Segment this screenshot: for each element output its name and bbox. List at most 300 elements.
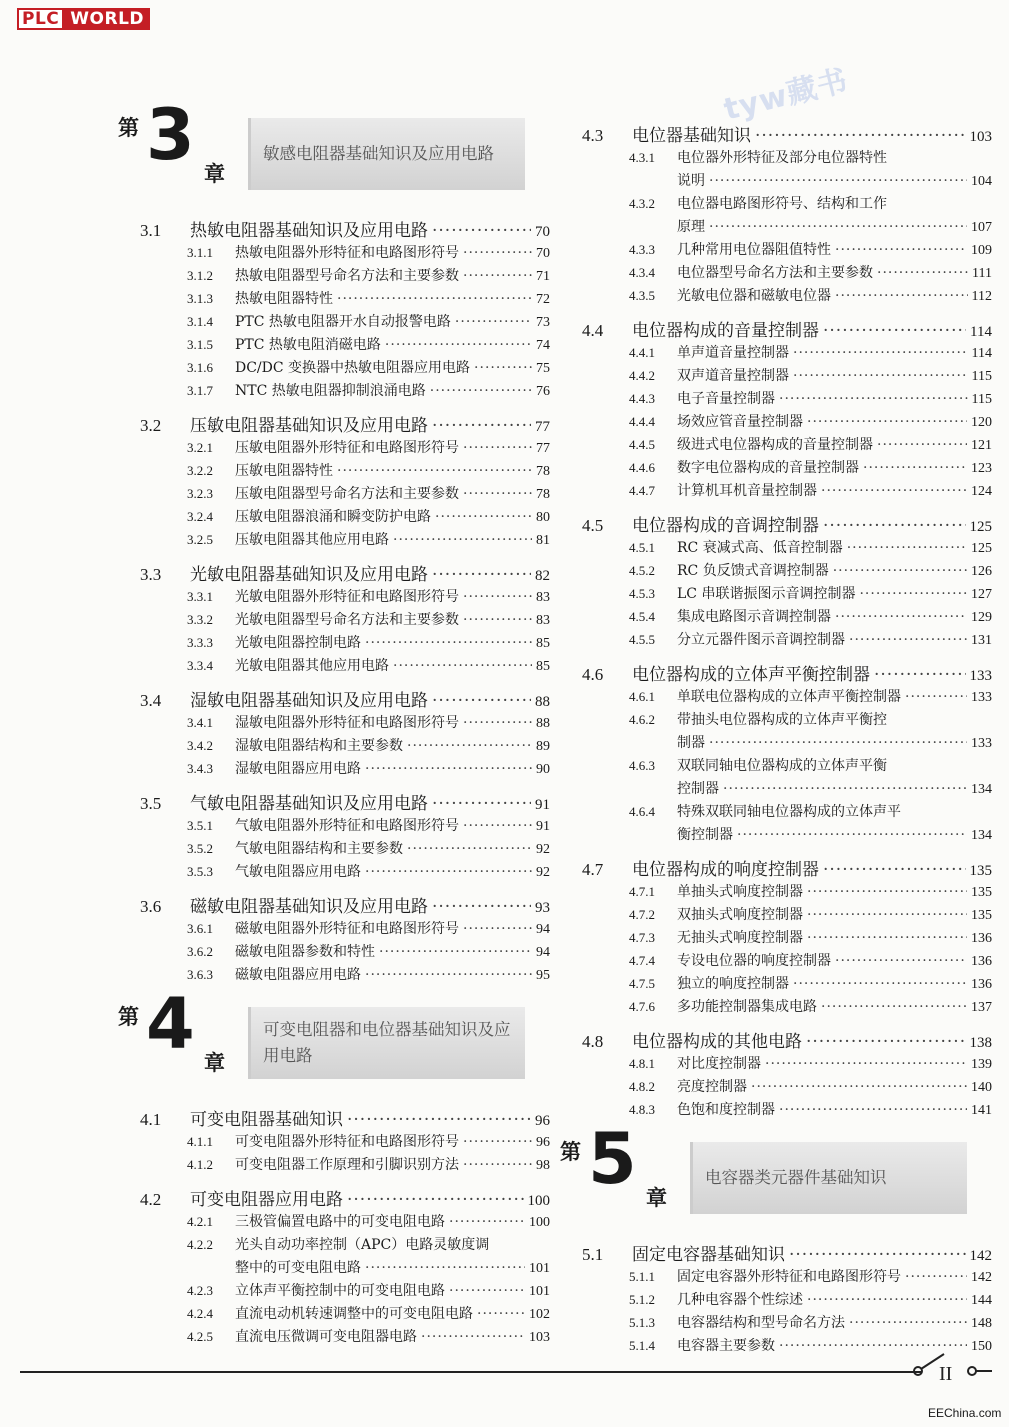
dot-leader (833, 563, 967, 579)
dot-leader (723, 781, 967, 797)
subsection-number: 4.3.5 (629, 288, 655, 303)
subsection-title: 可变电阻器工作原理和引脚识别方法 (235, 1157, 459, 1173)
toc-subsection-continuation[interactable] (582, 824, 992, 847)
dot-leader (432, 416, 531, 436)
toc-subsection-entry[interactable] (140, 265, 550, 288)
subsection-title: RC 衰减式高、低音控制器 (677, 540, 843, 556)
subsection-page: 96 (536, 1135, 550, 1150)
toc-section-entry[interactable] (582, 511, 992, 537)
subsection-number: 4.3.2 (629, 196, 655, 211)
subsection-number: 4.4.4 (629, 414, 655, 429)
dot-leader (849, 632, 967, 648)
subsection-title: 湿敏电阻器结构和主要参数 (235, 738, 403, 754)
toc-subsection-entry[interactable] (140, 838, 550, 861)
subsection-page: 104 (971, 174, 992, 189)
toc-section-entry[interactable] (140, 1185, 550, 1211)
toc-subsection-entry[interactable] (140, 529, 550, 552)
dot-leader (905, 689, 967, 705)
dot-leader (859, 586, 967, 602)
toc-subsection-entry[interactable] (140, 712, 550, 735)
dot-leader (793, 368, 968, 384)
subsection-page: 135 (971, 885, 992, 900)
section-page: 125 (969, 519, 992, 535)
dot-leader (709, 735, 967, 751)
section-title: 光敏电阻器基础知识及应用电路 (190, 565, 428, 585)
toc-subsection-entry[interactable] (582, 147, 992, 170)
section-title: 电位器基础知识 (632, 126, 751, 146)
subsection-page: 136 (971, 977, 992, 992)
logo-world: WORLD (64, 8, 150, 30)
dot-leader (365, 635, 532, 651)
subsection-title: 几种电容器个性综述 (677, 1292, 803, 1308)
toc-subsection-entry[interactable] (582, 1076, 992, 1099)
toc-subsection-entry[interactable] (582, 457, 992, 480)
subsection-page: 103 (529, 1330, 550, 1345)
dot-leader (835, 288, 968, 304)
dot-leader (877, 437, 967, 453)
toc-subsection-entry[interactable] (582, 342, 992, 365)
subsection-number: 4.7.1 (629, 884, 655, 899)
dot-leader (806, 1032, 966, 1052)
section-title: 电位器构成的音调控制器 (632, 516, 819, 536)
subsection-title: 特殊双联同轴电位器构成的立体声平 (677, 804, 901, 820)
subsection-title: 热敏电阻器型号命名方法和主要参数 (235, 268, 459, 284)
subsection-number: 4.6.1 (629, 689, 655, 704)
subsection-number: 3.2.5 (187, 532, 213, 547)
subsection-title: 级进式电位器构成的音量控制器 (677, 437, 873, 453)
subsection-page: 85 (536, 636, 550, 651)
section-title: 湿敏电阻器基础知识及应用电路 (190, 691, 428, 711)
subsection-number: 3.4.2 (187, 738, 213, 753)
subsection-page: 72 (536, 292, 550, 307)
toc-subsection-entry[interactable] (582, 365, 992, 388)
toc-subsection-entry[interactable] (582, 973, 992, 996)
subsection-page: 83 (536, 590, 550, 605)
library-stamp: tyw藏书 (720, 63, 852, 128)
subsection-title: 单抽头式响度控制器 (677, 884, 803, 900)
subsection-title: 带抽头电位器构成的立体声平衡控 (677, 712, 887, 728)
subsection-page: 70 (536, 246, 550, 261)
toc-subsection-entry[interactable] (582, 560, 992, 583)
dot-leader (430, 383, 532, 399)
section-title: 磁敏电阻器基础知识及应用电路 (190, 897, 428, 917)
subsection-page: 126 (971, 564, 992, 579)
toc-subsection-entry[interactable] (582, 193, 992, 216)
toc-subsection-entry[interactable] (582, 262, 992, 285)
toc-subsection-entry[interactable] (140, 288, 550, 311)
dot-leader (435, 509, 532, 525)
toc-subsection-entry[interactable] (582, 388, 992, 411)
subsection-page: 74 (536, 338, 550, 353)
toc-subsection-entry[interactable] (582, 480, 992, 503)
section-page: 70 (535, 224, 550, 240)
subsection-title: 湿敏电阻器外形特征和电路图形符号 (235, 715, 459, 731)
toc-section-entry[interactable] (582, 855, 992, 881)
toc-subsection-entry[interactable] (140, 334, 550, 357)
subsection-title: 计算机耳机音量控制器 (677, 483, 817, 499)
subsection-title: 直流电压微调可变电阻器电路 (235, 1329, 417, 1345)
subsection-title: 几种常用电位器阻值特性 (677, 242, 831, 258)
subsection-page: 91 (536, 819, 550, 834)
subsection-page: 101 (529, 1284, 550, 1299)
section-page: 77 (535, 419, 550, 435)
dot-leader (463, 921, 532, 937)
toc-section-entry[interactable] (140, 411, 550, 437)
subsection-title: 双联同轴电位器构成的立体声平衡 (677, 758, 887, 774)
subsection-page: 134 (971, 782, 992, 797)
subsection-title: 气敏电阻器结构和主要参数 (235, 841, 403, 857)
subsection-title: 对比度控制器 (677, 1056, 761, 1072)
dot-leader (449, 1214, 525, 1230)
toc-subsection-entry[interactable] (582, 1312, 992, 1335)
subsection-number: 3.6.1 (187, 921, 213, 936)
toc-section-entry[interactable] (582, 1240, 992, 1266)
dot-leader (432, 691, 531, 711)
chapter-title: 敏感电阻器基础知识及应用电路 (248, 118, 525, 190)
subsection-number: 4.6.3 (629, 758, 655, 773)
toc-subsection-entry[interactable] (582, 709, 992, 732)
dot-leader (365, 864, 532, 880)
toc-subsection-entry[interactable] (582, 629, 992, 652)
dot-leader (821, 999, 967, 1015)
subsection-number: 4.4.5 (629, 437, 655, 452)
toc-subsection-entry[interactable] (582, 1099, 992, 1122)
chapter-suffix: 章 (204, 1051, 225, 1075)
toc-section-entry[interactable] (582, 1027, 992, 1053)
subsection-title: LC 串联谐振图示音调控制器 (677, 586, 856, 602)
subsection-title: 电位器外形特征及部分电位器特性 (677, 150, 887, 166)
subsection-number: 3.2.3 (187, 486, 213, 501)
dot-leader (751, 1079, 967, 1095)
footer-rule (20, 1371, 922, 1373)
subsection-page: 135 (971, 908, 992, 923)
subsection-title: 电子音量控制器 (677, 391, 775, 407)
subsection-number: 4.8.3 (629, 1102, 655, 1117)
dot-leader (847, 540, 967, 556)
dot-leader (877, 265, 968, 281)
toc-subsection-entry[interactable] (140, 506, 550, 529)
toc-subsection-continuation[interactable] (582, 778, 992, 801)
chapter-suffix: 章 (646, 1186, 667, 1210)
toc-subsection-entry[interactable] (140, 1234, 550, 1257)
toc-subsection-entry[interactable] (582, 434, 992, 457)
dot-leader (823, 860, 966, 880)
toc-subsection-entry[interactable] (582, 801, 992, 824)
subsection-number: 4.4.1 (629, 345, 655, 360)
subsection-page: 101 (529, 1261, 550, 1276)
toc-subsection-entry[interactable] (582, 1289, 992, 1312)
subsection-page: 88 (536, 716, 550, 731)
dot-leader (835, 242, 967, 258)
dot-leader (393, 532, 532, 548)
subsection-number: 3.1.5 (187, 337, 213, 352)
subsection-page: 76 (536, 384, 550, 399)
toc-subsection-entry[interactable] (140, 380, 550, 403)
toc-section-entry[interactable] (582, 316, 992, 342)
toc-subsection-continuation[interactable] (582, 732, 992, 755)
section-number: 4.2 (140, 1190, 162, 1209)
subsection-number: 3.5.1 (187, 818, 213, 833)
subsection-page: 102 (529, 1307, 550, 1322)
toc-section-entry[interactable] (140, 686, 550, 712)
subsection-number: 4.1.1 (187, 1134, 213, 1149)
dot-leader (365, 967, 532, 983)
section-page: 93 (535, 900, 550, 916)
subsection-title: 直流电动机转速调整中的可变电阻电路 (235, 1306, 473, 1322)
subsection-page: 90 (536, 762, 550, 777)
subsection-number: 5.1.4 (629, 1338, 655, 1353)
subsection-number: 5.1.2 (629, 1292, 655, 1307)
dot-leader (755, 126, 966, 146)
dot-leader (779, 391, 968, 407)
toc-subsection-entry[interactable] (140, 918, 550, 941)
subsection-title: 压敏电阻器外形特征和电路图形符号 (235, 440, 459, 456)
section-page: 103 (969, 129, 992, 145)
subsection-page: 73 (536, 315, 550, 330)
toc-subsection-entry[interactable] (140, 861, 550, 884)
section-number: 4.5 (582, 516, 604, 535)
dot-leader (463, 440, 532, 456)
subsection-title: 热敏电阻器外形特征和电路图形符号 (235, 245, 459, 261)
dot-leader (807, 414, 967, 430)
toc-section-entry[interactable] (582, 660, 992, 686)
subsection-title: 专设电位器的响度控制器 (677, 953, 831, 969)
section-number: 3.5 (140, 794, 162, 813)
subsection-title: RC 负反馈式音调控制器 (677, 563, 829, 579)
toc-section-entry[interactable] (140, 1105, 550, 1131)
toc-section-entry[interactable] (140, 789, 550, 815)
dot-leader (821, 483, 967, 499)
subsection-title: 湿敏电阻器应用电路 (235, 761, 361, 777)
subsection-number: 3.5.2 (187, 841, 213, 856)
subsection-number: 4.2.3 (187, 1283, 213, 1298)
toc-subsection-entry[interactable] (140, 815, 550, 838)
subsection-number: 4.5.1 (629, 540, 655, 555)
toc-subsection-continuation[interactable] (140, 1257, 550, 1280)
toc-subsection-entry[interactable] (582, 927, 992, 950)
chapter-number: 5 (588, 1118, 637, 1200)
subsection-title: 光敏电阻器型号命名方法和主要参数 (235, 612, 459, 628)
page-number: II (939, 1363, 953, 1385)
toc-subsection-entry[interactable] (140, 1211, 550, 1234)
subsection-page: 80 (536, 510, 550, 525)
subsection-title: 单声道音量控制器 (677, 345, 789, 361)
subsection-title: 数字电位器构成的音量控制器 (677, 460, 859, 476)
subsection-page: 89 (536, 739, 550, 754)
toc-subsection-continuation[interactable] (582, 170, 992, 193)
section-page: 133 (969, 668, 992, 684)
subsection-title: 光头自动功率控制（APC）电路灵敏度调 (235, 1237, 490, 1253)
subsection-number: 4.3.3 (629, 242, 655, 257)
subsection-page: 92 (536, 842, 550, 857)
toc-section-entry[interactable] (140, 216, 550, 242)
subsection-page: 98 (536, 1158, 550, 1173)
subsection-page: 78 (536, 464, 550, 479)
toc-subsection-entry[interactable] (140, 1154, 550, 1177)
toc-subsection-entry[interactable] (140, 483, 550, 506)
subsection-title: 集成电路图示音调控制器 (677, 609, 831, 625)
chapter-header (118, 983, 550, 1091)
subsection-page: 142 (971, 1270, 992, 1285)
subsection-number: 3.2.1 (187, 440, 213, 455)
dot-leader (337, 291, 532, 307)
subsection-number: 3.6.2 (187, 944, 213, 959)
toc-subsection-entry[interactable] (140, 586, 550, 609)
dot-leader (793, 976, 967, 992)
subsection-page: 150 (971, 1339, 992, 1354)
toc-subsection-entry[interactable] (582, 686, 992, 709)
subsection-title: 磁敏电阻器应用电路 (235, 967, 361, 983)
dot-leader (347, 1110, 531, 1130)
toc-subsection-entry[interactable] (140, 437, 550, 460)
toc-subsection-entry[interactable] (140, 1131, 550, 1154)
subsection-page: 124 (971, 484, 992, 499)
subsection-number: 3.1.2 (187, 268, 213, 283)
subsection-title: 压敏电阻器其他应用电路 (235, 532, 389, 548)
subsection-title: DC/DC 变换器中热敏电阻器应用电路 (235, 360, 471, 376)
subsection-page: 148 (971, 1316, 992, 1331)
toc-subsection-entry[interactable] (140, 655, 550, 678)
subsection-page: 125 (971, 541, 992, 556)
section-title: 可变电阻器应用电路 (190, 1190, 343, 1210)
toc-subsection-entry[interactable] (140, 1303, 550, 1326)
toc-subsection-entry[interactable] (582, 950, 992, 973)
subsection-number: 3.1.4 (187, 314, 213, 329)
subsection-title: PTC 热敏电阻器开水自动报警电路 (235, 314, 451, 330)
subsection-page: 94 (536, 922, 550, 937)
toc-subsection-entry[interactable] (582, 537, 992, 560)
toc-right-column (560, 113, 992, 1358)
toc-subsection-entry[interactable] (140, 242, 550, 265)
section-number: 4.4 (582, 321, 604, 340)
toc-subsection-entry[interactable] (140, 357, 550, 380)
toc-subsection-entry[interactable] (140, 941, 550, 964)
dot-leader (463, 589, 532, 605)
subsection-page: 115 (971, 392, 992, 407)
toc-subsection-entry[interactable] (582, 996, 992, 1019)
subsection-number: 3.3.3 (187, 635, 213, 650)
subsection-page: 114 (971, 346, 992, 361)
toc-subsection-entry[interactable] (582, 904, 992, 927)
toc-subsection-entry[interactable] (582, 755, 992, 778)
dot-leader (874, 665, 966, 685)
subsection-number: 4.6.4 (629, 804, 655, 819)
subsection-page: 121 (971, 438, 992, 453)
subsection-page: 144 (971, 1293, 992, 1308)
subsection-page: 81 (536, 533, 550, 548)
toc-subsection-entry[interactable] (140, 609, 550, 632)
dot-leader (709, 219, 967, 235)
switch-symbol-icon (912, 1352, 992, 1386)
subsection-page: 139 (971, 1057, 992, 1072)
dot-leader (807, 884, 967, 900)
subsection-title: 光敏电位器和磁敏电位器 (677, 288, 831, 304)
subsection-title: 色饱和度控制器 (677, 1102, 775, 1118)
subsection-title: 固定电容器外形特征和电路图形符号 (677, 1269, 901, 1285)
toc-subsection-entry[interactable] (140, 735, 550, 758)
toc-subsection-entry[interactable] (140, 1326, 550, 1349)
subsection-title: 电容器主要参数 (677, 1338, 775, 1354)
subsection-page: 92 (536, 865, 550, 880)
toc-section-entry[interactable] (140, 892, 550, 918)
subsection-title: PTC 热敏电阻消磁电路 (235, 337, 381, 353)
subsection-page: 133 (971, 690, 992, 705)
toc-subsection-entry[interactable] (582, 285, 992, 308)
toc-subsection-entry[interactable] (582, 881, 992, 904)
subsection-title: 压敏电阻器型号命名方法和主要参数 (235, 486, 459, 502)
subsection-title: 光敏电阻器其他应用电路 (235, 658, 389, 674)
plc-world-logo (17, 8, 150, 30)
subsection-title: 单联电位器构成的立体声平衡控制器 (677, 689, 901, 705)
subsection-title: 双声道音量控制器 (677, 368, 789, 384)
toc-subsection-entry[interactable] (582, 411, 992, 434)
subsection-number: 4.4.7 (629, 483, 655, 498)
subsection-number: 4.6.2 (629, 712, 655, 727)
dot-leader (709, 173, 967, 189)
toc-subsection-entry[interactable] (140, 632, 550, 655)
subsection-page: 109 (971, 243, 992, 258)
section-number: 4.6 (582, 665, 604, 684)
dot-leader (432, 565, 531, 585)
dot-leader (463, 486, 532, 502)
toc-subsection-entry[interactable] (582, 1266, 992, 1289)
dot-leader (463, 612, 532, 628)
toc-subsection-continuation[interactable] (582, 216, 992, 239)
dot-leader (432, 794, 531, 814)
toc-section-entry[interactable] (582, 121, 992, 147)
subsection-page: 78 (536, 487, 550, 502)
chapter-header (118, 94, 550, 202)
subsection-title: 压敏电阻器浪涌和瞬变防护电路 (235, 509, 431, 525)
subsection-number: 4.3.4 (629, 265, 655, 280)
logo-plc: PLC (17, 8, 64, 30)
toc-subsection-entry[interactable] (582, 239, 992, 262)
subsection-page: 71 (536, 269, 550, 284)
toc-subsection-entry[interactable] (140, 311, 550, 334)
dot-leader (463, 715, 532, 731)
toc-section-entry[interactable] (140, 560, 550, 586)
section-number: 3.3 (140, 565, 162, 584)
subsection-number: 3.6.3 (187, 967, 213, 982)
subsection-number: 4.2.4 (187, 1306, 213, 1321)
toc-subsection-entry[interactable] (140, 460, 550, 483)
section-title: 压敏电阻器基础知识及应用电路 (190, 416, 428, 436)
subsection-number: 4.7.4 (629, 953, 655, 968)
toc-subsection-entry[interactable] (582, 583, 992, 606)
subsection-number: 4.7.3 (629, 930, 655, 945)
dot-leader (365, 761, 532, 777)
toc-subsection-entry[interactable] (582, 606, 992, 629)
subsection-number: 4.5.3 (629, 586, 655, 601)
section-title: 电位器构成的响度控制器 (632, 860, 819, 880)
dot-leader (407, 841, 532, 857)
toc-subsection-entry[interactable] (140, 758, 550, 781)
section-page: 138 (969, 1035, 992, 1051)
subsection-page: 127 (971, 587, 992, 602)
subsection-title: 磁敏电阻器外形特征和电路图形符号 (235, 921, 459, 937)
subsection-number: 4.7.6 (629, 999, 655, 1014)
subsection-page: 85 (536, 659, 550, 674)
dot-leader (807, 907, 967, 923)
chapter-title: 可变电阻器和电位器基础知识及应用电路 (248, 1007, 525, 1079)
subsection-title: 磁敏电阻器参数和特性 (235, 944, 375, 960)
subsection-page: 111 (972, 266, 992, 281)
toc-subsection-entry[interactable] (582, 1053, 992, 1076)
section-number: 3.4 (140, 691, 162, 710)
toc-subsection-entry[interactable] (140, 1280, 550, 1303)
toc-subsection-entry[interactable] (140, 964, 550, 987)
subsection-title: 电位器电路图形符号、结构和工作 (677, 196, 887, 212)
